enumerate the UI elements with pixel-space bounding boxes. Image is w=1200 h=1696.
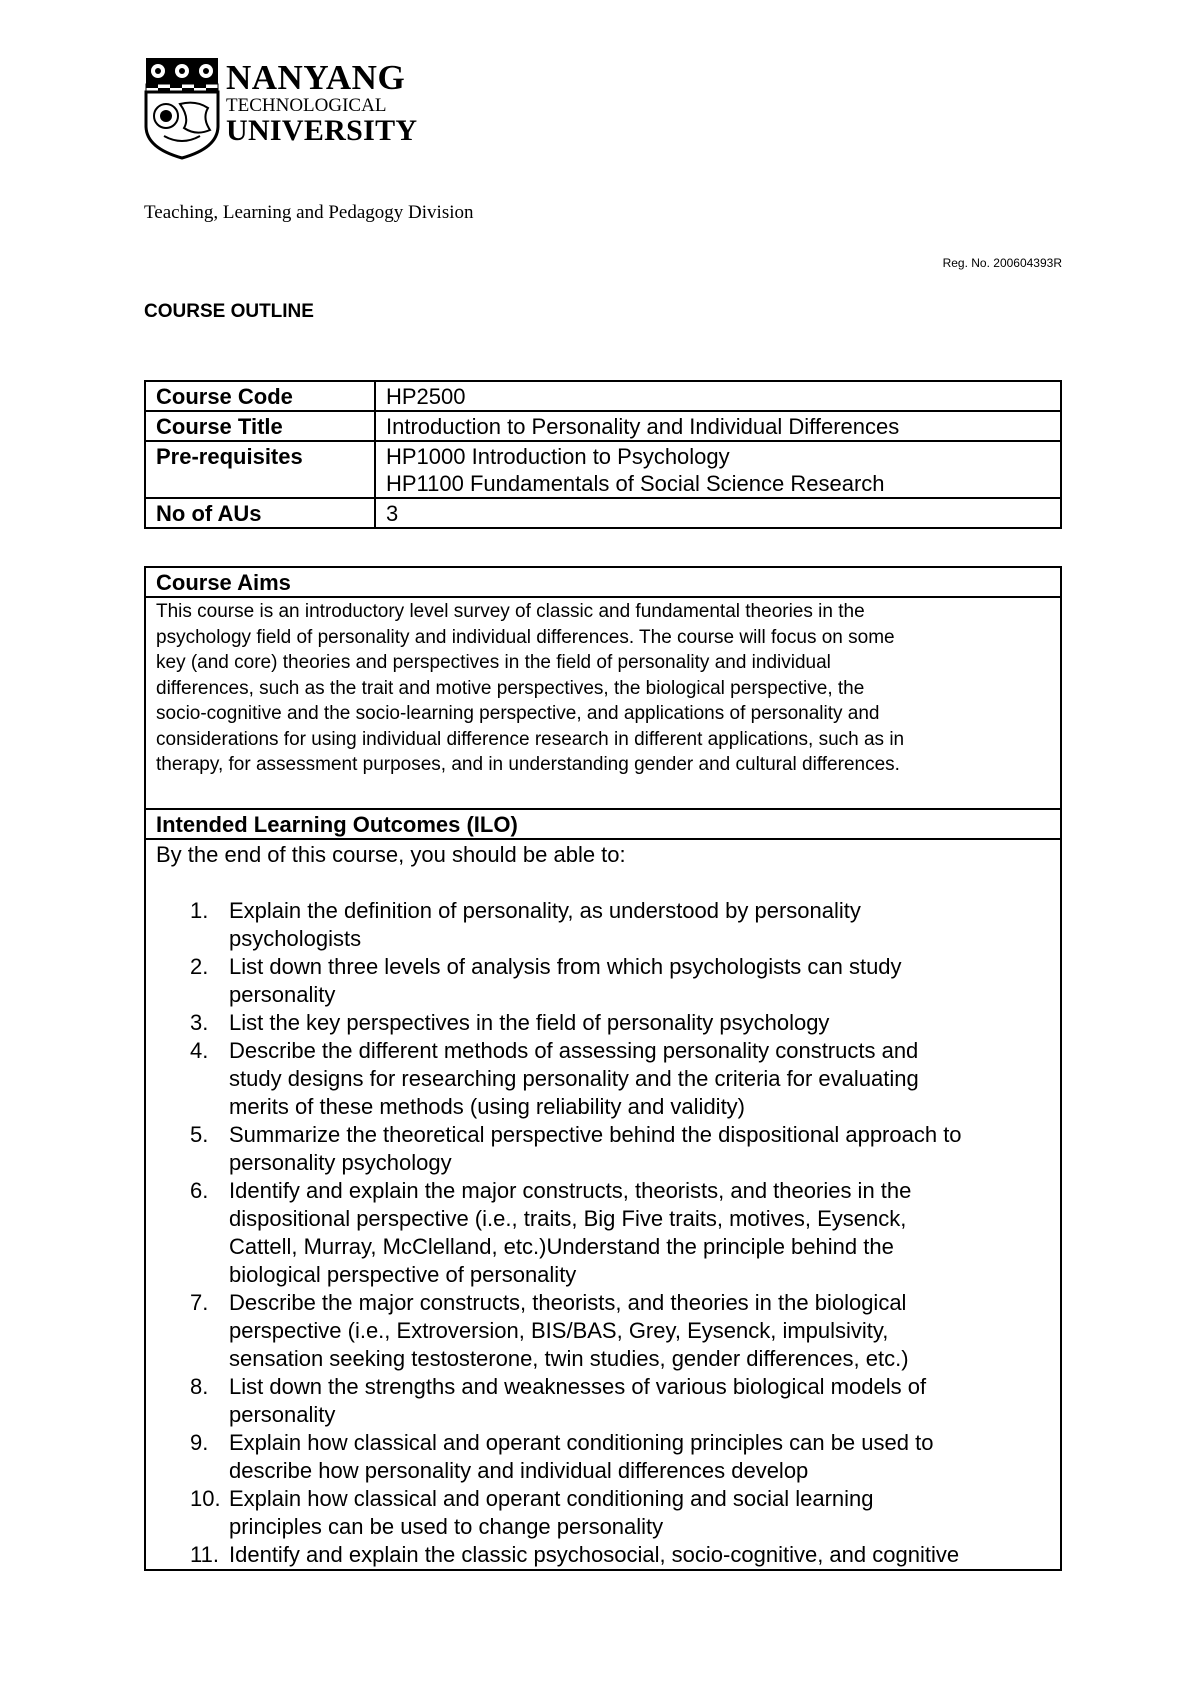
ilo-item-number: 2. xyxy=(190,953,209,979)
course-info-value-line: HP1000 Introduction to Psychology xyxy=(386,444,730,469)
ilo-item-line: personality psychology xyxy=(229,1149,452,1175)
ilo-item-line: Explain how classical and operant conditioning and social learning xyxy=(229,1485,874,1511)
ilo-item-line: biological perspective of personality xyxy=(229,1261,577,1287)
course-aims-line: differences, such as the trait and motive perspectives, the biological perspective, the xyxy=(156,677,865,699)
registration-number: Reg. No. 200604393R xyxy=(942,256,1062,270)
logo-line-nanyang: NANYANG xyxy=(226,58,406,97)
course-info-value-line: HP1100 Fundamentals of Social Science Research xyxy=(386,471,885,496)
course-info-label: Course Code xyxy=(145,381,375,411)
course-info-value-line: Introduction to Personality and Individual Differences xyxy=(386,414,900,439)
ilo-item xyxy=(156,1121,1050,1177)
ilo-item-number: 4. xyxy=(190,1037,209,1063)
ilo-item-line: dispositional perspective (i.e., traits, Big Five traits, motives, Eysenck, xyxy=(229,1205,907,1231)
course-info-row xyxy=(145,381,1061,411)
course-info-value-line: HP2500 xyxy=(386,384,466,409)
ilo-item xyxy=(156,1373,1050,1429)
ilo-item-number: 3. xyxy=(190,1009,209,1035)
ntu-crest-icon xyxy=(144,56,220,160)
course-aims-table xyxy=(144,566,1062,1571)
course-aims-line: socio-cognitive and the socio-learning perspective, and applications of personality and xyxy=(156,703,880,724)
ilo-item xyxy=(156,1485,1050,1541)
ilo-body xyxy=(145,839,1061,1570)
ilo-item-line: Describe the different methods of assessing personality constructs and xyxy=(229,1037,919,1063)
ilo-item xyxy=(156,1009,1050,1037)
course-info-value xyxy=(375,441,1061,498)
ilo-item-line: List down three levels of analysis from which psychologists can study xyxy=(229,953,902,979)
ilo-item-line: Cattell, Murray, McClelland, etc.)Understand the principle behind the xyxy=(229,1233,894,1259)
ilo-item-line: Explain the definition of personality, as understood by personality xyxy=(229,897,861,923)
course-info-label: Course Title xyxy=(145,411,375,441)
ilo-item-line: personality xyxy=(229,1401,336,1427)
ilo-item-line: List the key perspectives in the field of personality psychology xyxy=(229,1009,830,1035)
ilo-item-line: Identify and explain the major constructs, theorists, and theories in the xyxy=(229,1177,912,1203)
course-aims-line: psychology field of personality and individual differences. The course will focus on some xyxy=(156,626,895,648)
ilo-item-line: sensation seeking testosterone, twin studies, gender differences, etc.) xyxy=(229,1345,909,1371)
ilo-item xyxy=(156,1177,1050,1289)
ilo-item-line: personality xyxy=(229,981,336,1007)
logo-line-technological: TECHNOLOGICAL xyxy=(226,95,387,116)
ilo-item-number: 7. xyxy=(190,1289,209,1315)
ntu-logo xyxy=(144,56,418,160)
course-info-value xyxy=(375,411,1061,441)
logo-line-university: UNIVERSITY xyxy=(226,114,418,147)
course-aims-heading: Course Aims xyxy=(145,567,1061,597)
ilo-item-number: 10. xyxy=(190,1485,221,1511)
ilo-item xyxy=(156,953,1050,1009)
ilo-item-line: List down the strengths and weaknesses of various biological models of xyxy=(229,1373,927,1399)
ilo-item-number: 8. xyxy=(190,1373,209,1399)
course-info-row xyxy=(145,441,1061,498)
course-info-value xyxy=(375,498,1061,528)
course-info-value-line: 3 xyxy=(386,501,399,526)
course-aims-line: considerations for using individual difference research in different applications, such as in xyxy=(156,728,905,750)
logo-wordmark xyxy=(226,56,417,146)
ilo-item-line: Identify and explain the classic psychosocial, socio-cognitive, and cognitive xyxy=(229,1541,960,1567)
course-aims-line: therapy, for assessment purposes, and in understanding gender and cultural differences. xyxy=(156,754,900,775)
division-name: Teaching, Learning and Pedagogy Division xyxy=(144,202,474,223)
course-aims-line: This course is an introductory level survey of classic and fundamental theories in the xyxy=(156,601,865,622)
ilo-item-number: 6. xyxy=(190,1177,209,1203)
course-info-label: No of AUs xyxy=(145,498,375,528)
ilo-intro: By the end of this course, you should be able to: xyxy=(156,841,626,867)
ilo-item-number: 1. xyxy=(190,897,209,923)
course-info-table xyxy=(144,380,1062,529)
ilo-item xyxy=(156,1037,1050,1121)
course-info-label: Pre-requisites xyxy=(145,441,375,498)
ilo-item xyxy=(156,1429,1050,1485)
ilo-item-number: 9. xyxy=(190,1429,209,1455)
ilo-item-line: describe how personality and individual differences develop xyxy=(229,1457,809,1483)
ilo-item-line: Summarize the theoretical perspective behind the dispositional approach to xyxy=(229,1121,962,1147)
ilo-list xyxy=(156,897,1050,1569)
course-aims-text xyxy=(145,597,1061,809)
course-info-value xyxy=(375,381,1061,411)
course-aims-line: key (and core) theories and perspectives in the field of personality and individual xyxy=(156,652,831,673)
ilo-item-line: perspective (i.e., Extroversion, BIS/BAS, Grey, Eysenck, impulsivity, xyxy=(229,1317,889,1343)
page-title: COURSE OUTLINE xyxy=(144,301,314,322)
ilo-heading: Intended Learning Outcomes (ILO) xyxy=(145,809,1061,839)
ilo-item-line: Explain how classical and operant conditioning principles can be used to xyxy=(229,1429,934,1455)
ilo-item-line: study designs for researching personality and the criteria for evaluating xyxy=(229,1065,919,1091)
ilo-item xyxy=(156,897,1050,953)
ilo-item-line: merits of these methods (using reliability and validity) xyxy=(229,1093,746,1119)
ilo-item xyxy=(156,1289,1050,1373)
ilo-item-line: Describe the major constructs, theorists, and theories in the biological xyxy=(229,1289,907,1315)
ilo-item xyxy=(156,1541,1050,1569)
ilo-item-number: 11. xyxy=(190,1541,219,1567)
course-info-row xyxy=(145,411,1061,441)
ilo-item-line: principles can be used to change personality xyxy=(229,1513,664,1539)
course-info-row xyxy=(145,498,1061,528)
ilo-item-line: psychologists xyxy=(229,925,362,951)
ilo-item-number: 5. xyxy=(190,1121,209,1147)
